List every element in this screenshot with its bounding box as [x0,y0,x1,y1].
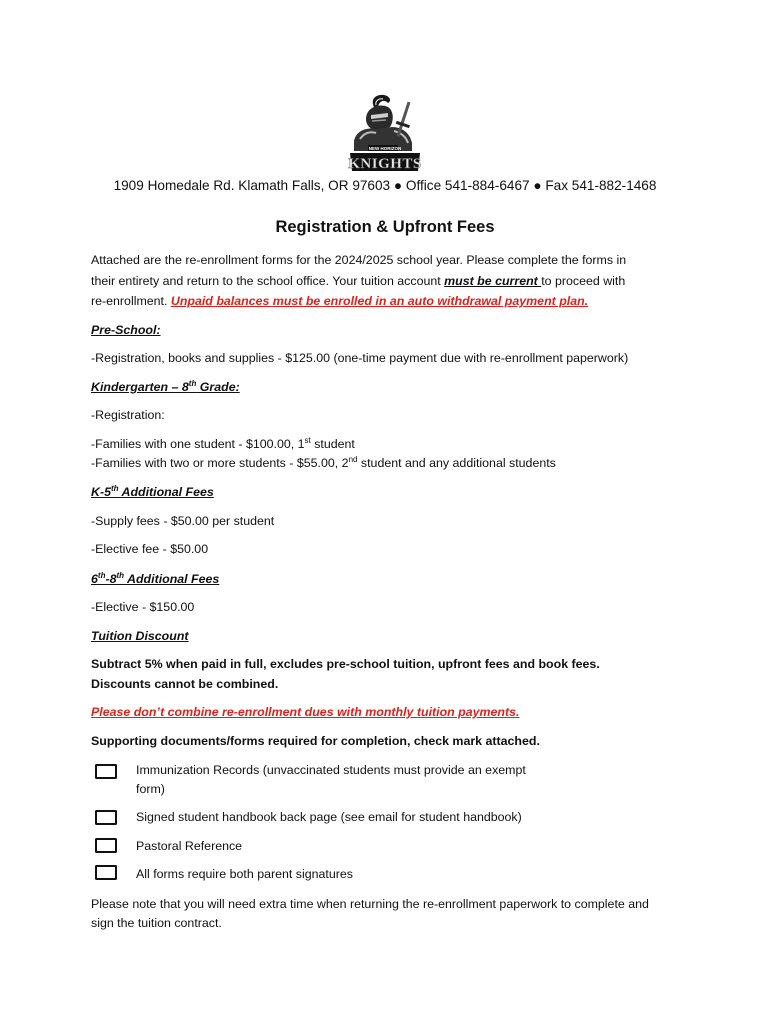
preschool-fee: -Registration, books and supplies - $125.00 (one-time payment due with re-enrollment paperwork) [91,351,629,365]
parent-signatures-label: All forms require both parent signatures [136,867,353,881]
pastoral-reference-label: Pastoral Reference [136,839,243,853]
grades-6-8-heading [91,569,681,590]
tuition-discount-heading: Tuition Discount [91,629,189,643]
dues-warning: Please don’t combine re-enrollment dues with monthly tuition payments. [91,705,520,719]
one-student-fee [91,434,681,455]
immunization-checkbox[interactable] [95,764,117,779]
intro-text: re-enrollment. [91,294,171,308]
supporting-documents-heading: Supporting documents/forms required for completion, check mark attached. [91,734,540,748]
intro-text: to proceed with [541,273,626,288]
knights-logo [346,93,424,173]
fee-text: -Families with one student - $100.00, 1 [91,437,305,451]
handbook-checkbox[interactable] [95,810,117,825]
supply-fee: -Supply fees - $50.00 per student [91,514,275,528]
superscript: th [116,570,125,580]
heading-text: Additional Fees [118,485,214,499]
fee-text: student [310,437,355,451]
discount-line-2: Discounts cannot be combined. [91,677,279,691]
immunization-label: Immunization Records (unvaccinated students must provide an exempt form) [136,763,526,796]
superscript: th [110,483,119,493]
unpaid-balance-warning: Unpaid balances must be enrolled in an auto withdrawal payment plan. [170,294,589,308]
intro-line-3 [91,291,681,312]
superscript: nd [348,454,358,464]
note-line-1: Please note that you will need extra time when returning the re-enrollment paperwork to complete and [91,897,649,911]
discount-line-1: Subtract 5% when paid in full, excludes pre-school tuition, upfront fees and book fees. [91,657,600,671]
superscript: th [97,570,106,580]
intro-line-1: Attached are the re-enrollment forms for the 2024/2025 school year. Please complete the forms in [91,253,627,267]
additional-student-fee [91,453,681,474]
must-be-current-emphasis: must be current [444,273,542,288]
logo-top-text: NEW HORIZON [368,146,402,151]
heading-text: 6 [91,572,98,586]
intro-line-2 [91,271,681,292]
kindergarten-heading [91,377,681,398]
fee-text: -Families with two or more students - $55.00, 2 [91,456,349,470]
heading-text: Grade: [196,380,240,394]
superscript: st [304,435,311,445]
heading-text: Kindergarten – 8 [91,380,189,394]
page-title: Registration & Upfront Fees [275,218,495,236]
superscript: th [188,378,197,388]
preschool-heading: Pre-School: [91,323,161,337]
k5-fees-heading [91,482,681,503]
pastoral-reference-checkbox[interactable] [95,838,117,853]
kindergarten-registration: -Registration: [91,408,165,422]
parent-signatures-checkbox[interactable] [95,865,117,880]
logo-main-text: KNIGHTS [348,156,422,172]
heading-text: K-5 [91,485,111,499]
fee-text: student and any additional students [357,456,556,470]
grades-6-8-elective-fee: -Elective - $150.00 [91,600,195,614]
school-address: 1909 Homedale Rd. Klamath Falls, OR 97603 ● Office 541-884-6467 ● Fax 541-882-1468 [113,178,657,193]
knight-helmet-icon [346,93,424,173]
note-line-2: sign the tuition contract. [91,916,222,930]
heading-text: Additional Fees [124,572,220,586]
handbook-label: Signed student handbook back page (see email for student handbook) [136,810,522,824]
heading-text: -8 [105,572,117,586]
k5-elective-fee: -Elective fee - $50.00 [91,542,209,556]
intro-text: their entirety and return to the school office. Your tuition account [91,273,445,288]
